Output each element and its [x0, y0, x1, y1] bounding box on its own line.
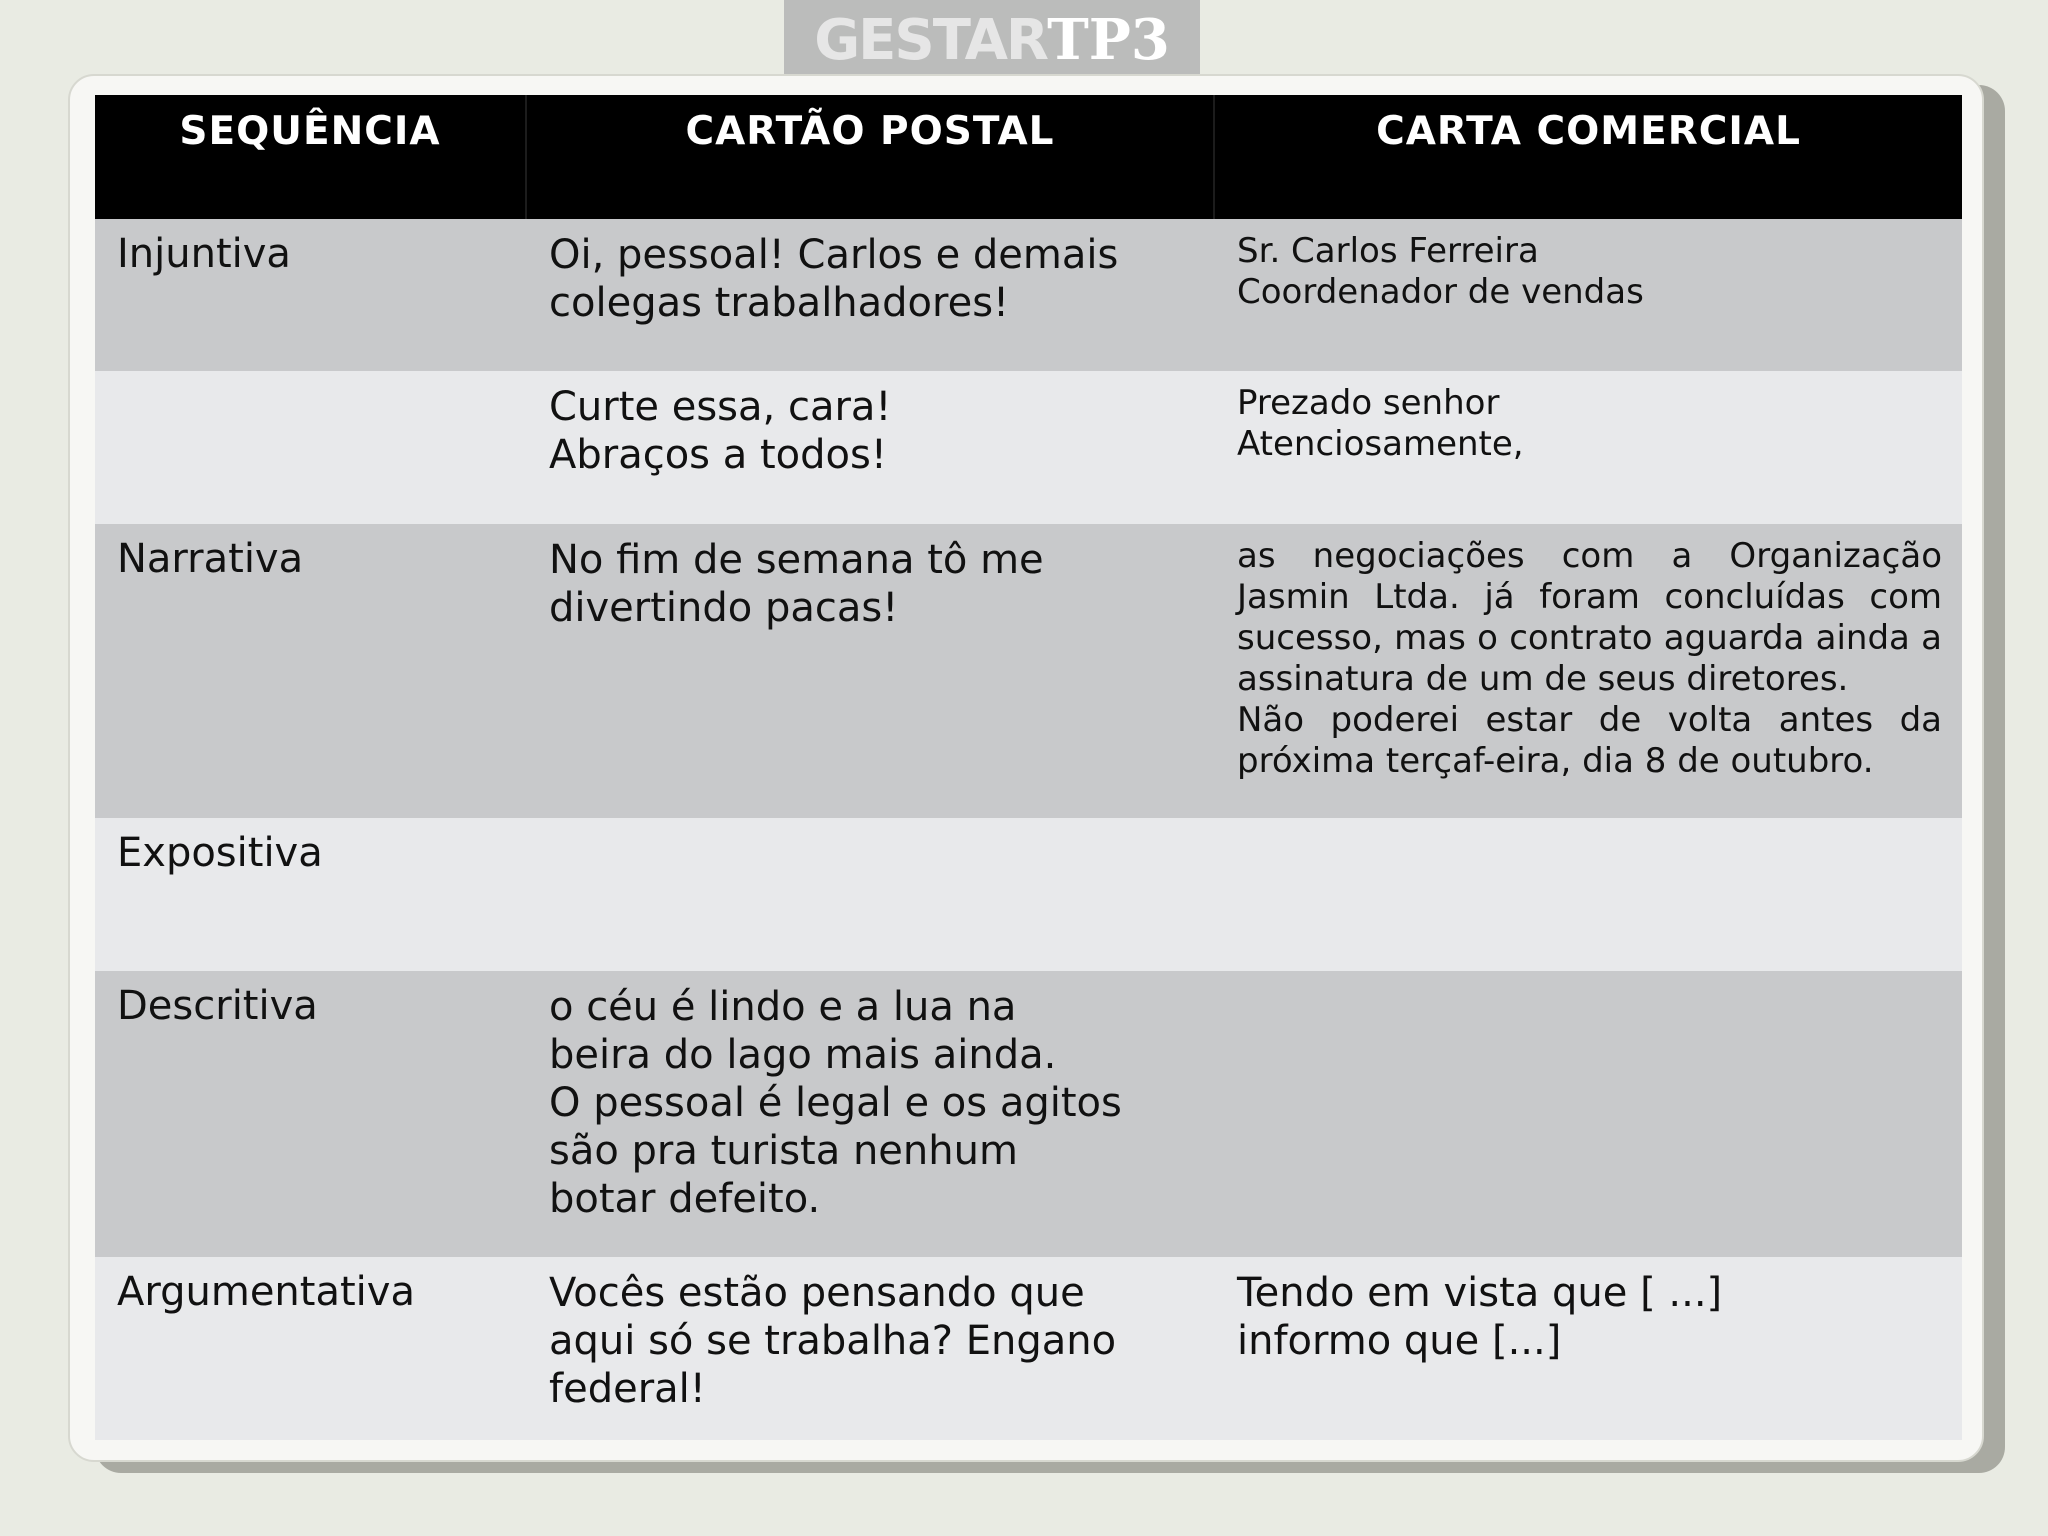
text-line: Prezado senhor — [1237, 383, 1500, 423]
cell-carta-comercial — [1215, 1257, 1962, 1440]
table-row-descritiva — [95, 971, 1962, 1257]
cell-sequencia: Expositiva — [117, 830, 323, 876]
cell-sequencia: Injuntiva — [117, 231, 291, 277]
table-row-injuntiva-continued — [95, 371, 1962, 524]
cell-cartao-postal — [527, 219, 1215, 371]
logo-text-gestar: GESTAR — [814, 7, 1048, 73]
text-line: aqui só se trabalha? Engano — [549, 1318, 1117, 1364]
text-line: No fim de semana tô me — [549, 537, 1044, 583]
table-row-argumentativa — [95, 1257, 1962, 1440]
text-line: Abraços a todos! — [549, 432, 887, 478]
text-paragraph: as negociações com a Organização Jasmin Ltda. já foram concluídas com sucesso, mas o contrato aguarda ainda a assinatura de um de seus diretores. — [1237, 536, 1942, 699]
gestar-logo — [784, 0, 1200, 80]
text-line: Tendo em vista que [ ...] — [1237, 1270, 1723, 1316]
text-line: divertindo pacas! — [549, 585, 899, 631]
cell-cartao-postal — [527, 1257, 1215, 1440]
cell-carta-comercial — [1215, 524, 1962, 818]
cell-carta-comercial — [1215, 818, 1962, 971]
text-line: são pra turista nenhum — [549, 1128, 1018, 1174]
text-paragraph: Não poderei estar de volta antes da próxima terçaf-eira, dia 8 de outubro. — [1237, 700, 1942, 781]
text-line: o céu é lindo e a lua na — [549, 984, 1017, 1030]
cell-sequencia: Narrativa — [117, 536, 304, 582]
text-line: botar defeito. — [549, 1176, 821, 1222]
table-header-row — [95, 95, 1962, 219]
cell-carta-comercial — [1215, 219, 1962, 371]
text-line: Curte essa, cara! — [549, 384, 892, 430]
cell-cartao-postal — [527, 818, 1215, 971]
cell-sequencia: Argumentativa — [117, 1269, 415, 1315]
table-row-injuntiva — [95, 219, 1962, 371]
logo-text-tp3: TP3 — [1047, 7, 1170, 73]
header-sequencia: SEQUÊNCIA — [95, 95, 527, 219]
text-line: Coordenador de vendas — [1237, 272, 1644, 312]
sequence-table — [95, 95, 1962, 1440]
text-line: colegas trabalhadores! — [549, 280, 1010, 326]
cell-cartao-postal — [527, 524, 1215, 818]
text-line: Oi, pessoal! Carlos e demais — [549, 232, 1119, 278]
text-line: Vocês estão pensando que — [549, 1270, 1085, 1316]
cell-carta-comercial — [1215, 971, 1962, 1257]
header-carta-comercial: CARTA COMERCIAL — [1376, 109, 1801, 154]
cell-sequencia — [95, 371, 527, 524]
text-line: informo que [...] — [1237, 1318, 1562, 1364]
cell-cartao-postal — [527, 371, 1215, 524]
header-cartao-postal: CARTÃO POSTAL — [527, 95, 1215, 219]
text-line: Atenciosamente, — [1237, 424, 1524, 464]
cell-cartao-postal — [527, 971, 1215, 1257]
table-row-narrativa — [95, 524, 1962, 818]
text-line: federal! — [549, 1366, 706, 1412]
text-line: O pessoal é legal e os agitos — [549, 1080, 1122, 1126]
cell-sequencia: Descritiva — [117, 983, 318, 1029]
cell-carta-comercial — [1215, 371, 1962, 524]
text-line: Sr. Carlos Ferreira — [1237, 231, 1539, 271]
table-row-expositiva — [95, 818, 1962, 971]
text-line: beira do lago mais ainda. — [549, 1032, 1057, 1078]
